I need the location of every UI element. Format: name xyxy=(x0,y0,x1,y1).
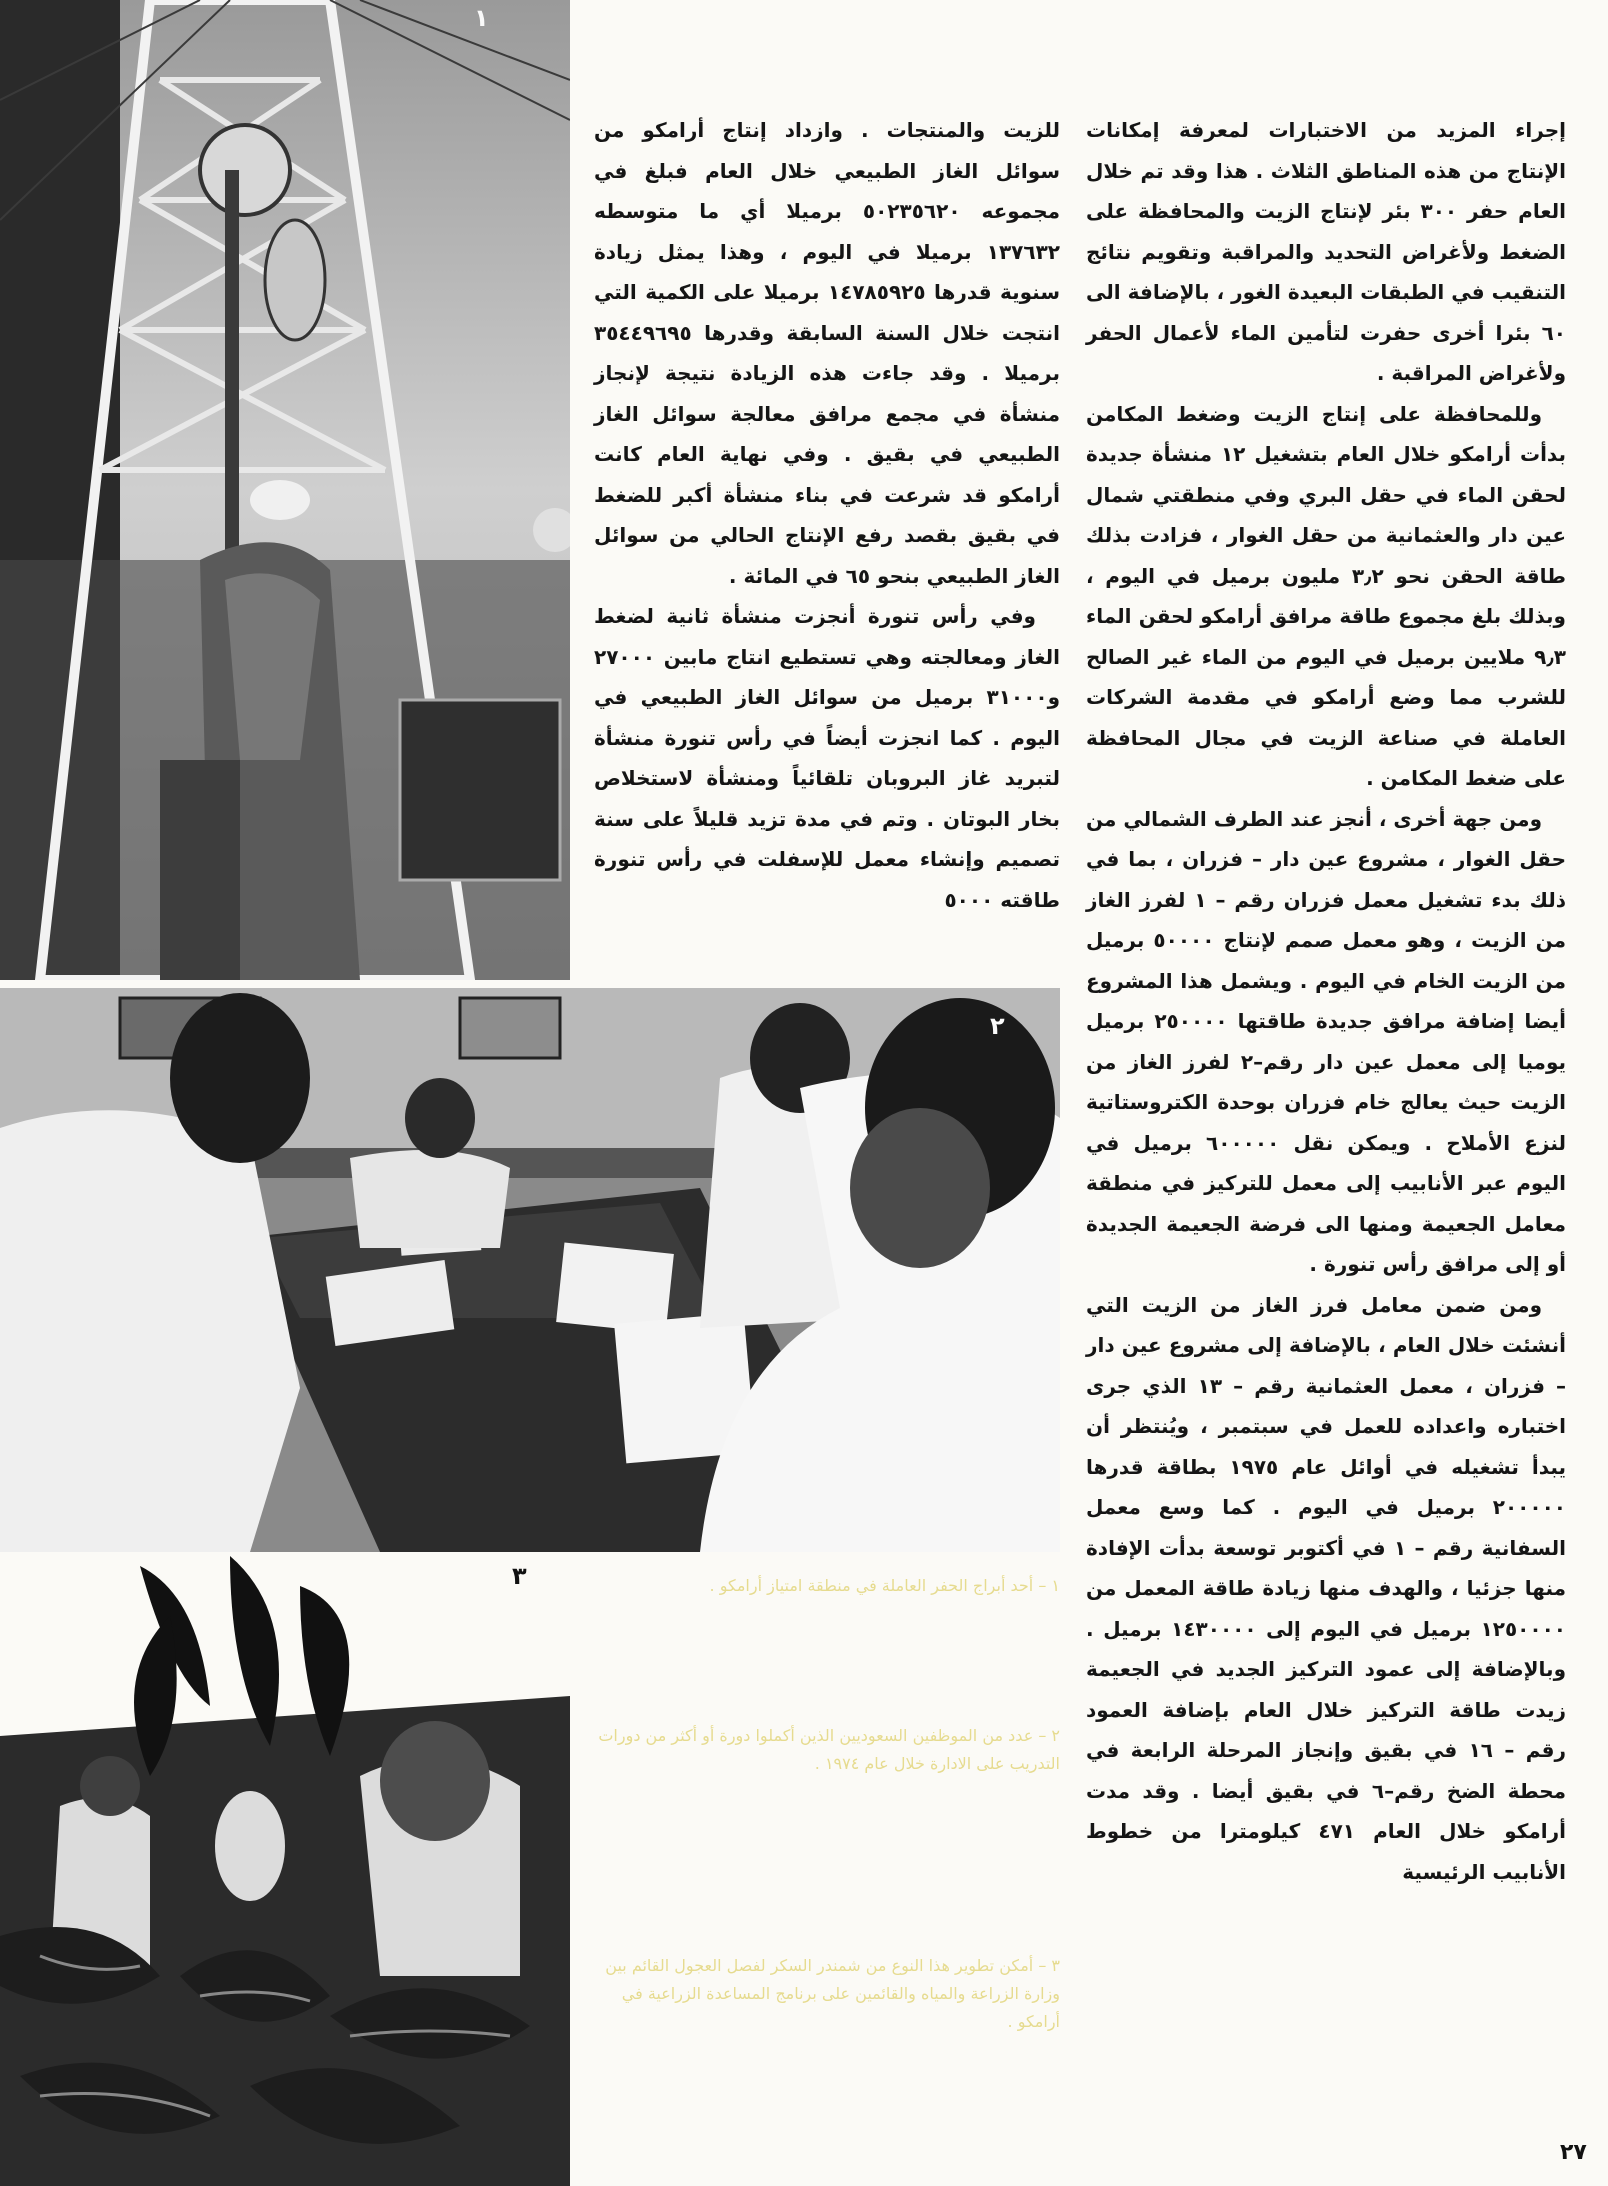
meeting-photo xyxy=(0,988,1060,1552)
right-text-column xyxy=(1086,110,1566,1892)
photo-number-2: ٢ xyxy=(990,1012,1005,1040)
right-paragraph-1: إجراء المزيد من الاختبارات لمعرفة إمكانات الإنتاج من هذه المناطق الثلاث . هذا وقد تم خلال العام حفر ٣٠٠ بئر لإنتاج الزيت والمحافظة على الضغط ولأغراض التحديد والمراقبة وتقويم نتائج التنقيب في الطبقات البعيدة الغور ، بالإضافة الى ٦٠ بئرا أخرى حفرت لتأمين الماء لأعمال الحفر ولأغراض المراقبة . xyxy=(1086,118,1566,385)
caption-2: ٢ – عدد من الموظفين السعوديين الذين أكملوا دورة أو أكثر من دورات التدريب على الادارة خلال عام ١٩٧٤ . xyxy=(598,1726,1060,1773)
photo-number-3: ٣ xyxy=(512,1562,527,1590)
drilling-rig-photo xyxy=(0,0,570,980)
right-paragraph-2: وللمحافظة على إنتاج الزيت وضغط المكامن بدأت أرامكو خلال العام بتشغيل ١٢ منشأة جديدة لحقن الماء في حقل البري وفي منطقتي شمال عين دار والعثمانية من حقل الغوار ، فزادت بذلك طاقة الحقن نحو ٣٫٢ مليون برميل في اليوم ، وبذلك بلغ مجموع طاقة مرافق أرامكو لحقن الماء ٩٫٣ ملايين برميل في اليوم من الماء غير الصالح للشرب مما وضع أرامكو في مقدمة الشركات العاملة في صناعة الزيت في مجال المحافظة على ضغط المكامن . xyxy=(1086,401,1566,790)
middle-text-column xyxy=(594,110,1060,920)
middle-paragraph-2: وفي رأس تنورة أنجزت منشأة ثانية لضغط الغاز ومعالجته وهي تستطيع انتاج مابين ٢٧٠٠٠ و٣١٠٠٠ برميل من سوائل الغاز الطبيعي في اليوم . كما انجزت أيضاً في رأس تنورة منشأة لتبريد غاز البروبان تلقائياً ومنشأة لاستخلاص بخار البوتان . وتم في مدة تزيد قليلاً على سنة تصميم وإنشاء معمل للإسفلت في رأس تنورة طاقته ٥٠٠٠ xyxy=(594,604,1060,912)
plants-photo xyxy=(0,1556,570,2186)
caption-1: ١ – أحد أبراج الحفر العاملة في منطقة امتياز أرامكو . xyxy=(709,1576,1060,1595)
middle-paragraph-1: للزيت والمنتجات . وازداد إنتاج أرامكو من سوائل الغاز الطبيعي خلال العام فبلغ في مجموعه ٥٠٢٣٥٦٢٠ برميلا أي ما متوسطه ١٣٧٦٣٢ برميلا في اليوم ، وهذا يمثل زيادة سنوية قدرها ١٤٧٨٥٩٢٥ برميلا على الكمية التي انتجت خلال السنة السابقة وقدرها ٣٥٤٤٩٦٩٥ برميلا . وقد جاءت هذه الزيادة نتيجة لإنجاز منشأة في مجمع مرافق معالجة سوائل الغاز الطبيعي في بقيق . وفي نهاية العام كانت أرامكو قد شرعت في بناء منشأة أكبر للضغط في بقيق بقصد رفع الإنتاج الحالي من سوائل الغاز الطبيعي بنحو ٦٥ في المائة . xyxy=(594,118,1061,588)
photo-number-1: ١ xyxy=(474,4,489,32)
page-number: ٢٧ xyxy=(1560,2140,1587,2165)
right-paragraph-3: ومن جهة أخرى ، أنجز عند الطرف الشمالي من حقل الغوار ، مشروع عين دار – فزران ، بما في ذلك بدء تشغيل معمل فزران رقم – ١ لفرز الغاز من الزيت ، وهو معمل صمم لإنتاج ٥٠٠٠٠ برميل من الزيت الخام في اليوم . ويشمل هذا المشروع أيضا إضافة مرافق جديدة طاقتها ٢٥٠٠٠٠ برميل يوميا إلى معمل عين دار رقم–٢ لفرز الغاز من الزيت حيث يعالج خام فزران بوحدة الكتروستاتية لنزع الأملاح . ويمكن نقل ٦٠٠٠٠٠ برميل في اليوم عبر الأنابيب إلى معمل للتركيز في منطقة معامل الجعيمة ومنها الى فرضة الجعيمة الجديدة أو إلى مرافق رأس تنورة . xyxy=(1086,806,1566,1276)
caption-3: ٣ – أمكن تطوير هذا النوع من شمندر السكر لفصل العجول القائم بين وزارة الزراعة والمياه والقائمين على برنامج المساعدة الزراعية في أرامكو . xyxy=(605,1956,1060,2031)
right-paragraph-4: ومن ضمن معامل فرز الغاز من الزيت التي أنشئت خلال العام ، بالإضافة إلى مشروع عين دار – فزران ، معمل العثمانية رقم – ١٣ الذي جرى اختباره واعداده للعمل في سبتمبر ، ويُنتظر أن يبدأ تشغيله في أوائل عام ١٩٧٥ بطاقة قدرها ٢٠٠٠٠٠ برميل في اليوم . كما وسع معمل السفانية رقم – ١ في أكتوبر توسعة بدأت الإفادة منها جزئيا ، والهدف منها زيادة طاقة المعمل من ١٢٥٠٠٠٠ برميل في اليوم إلى ١٤٣٠٠٠٠ برميل . وبالإضافة إلى عمود التركيز الجديد في الجعيمة زيدت طاقة التركيز خلال العام بإضافة العمود رقم – ١٦ في بقيق وإنجاز المرحلة الرابعة في محطة الضخ رقم–٦ في بقيق أيضا . وقد مدت أرامكو خلال العام ٤٧١ كيلومترا من خطوط الأنابيب الرئيسية xyxy=(1086,1292,1567,1884)
